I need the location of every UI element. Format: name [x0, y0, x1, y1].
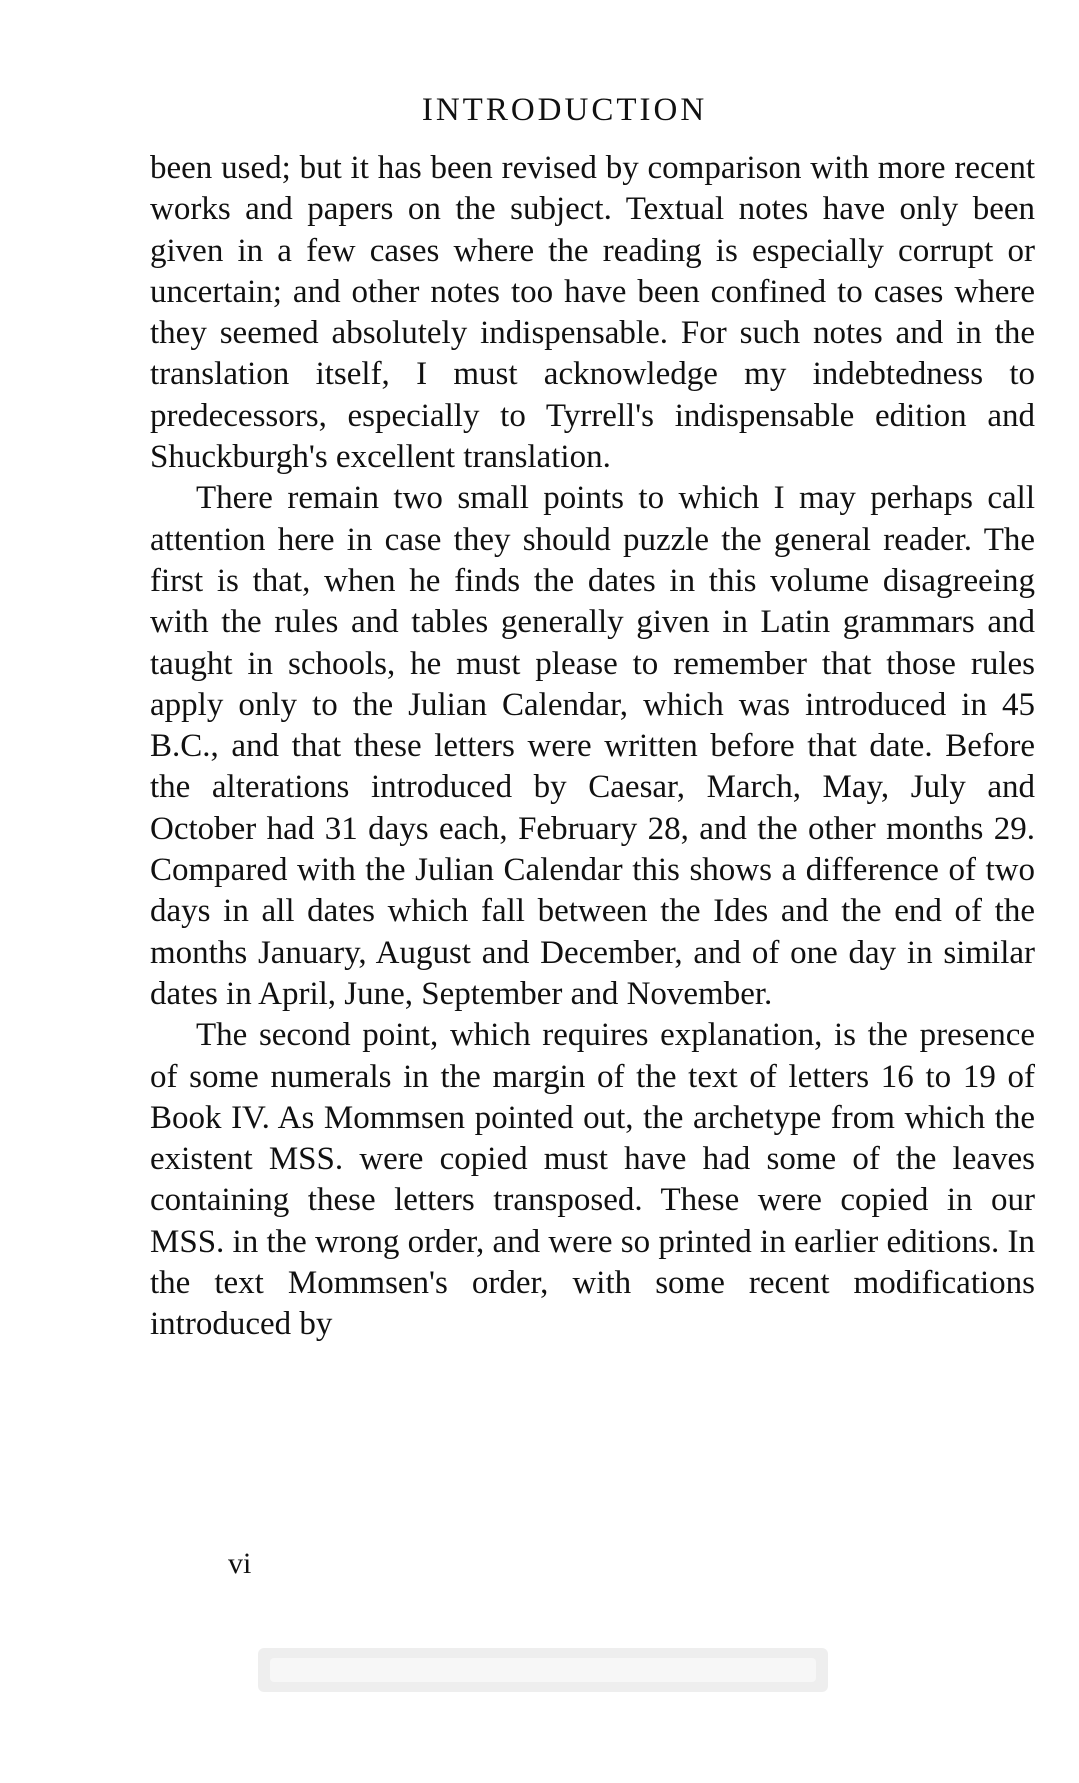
paragraph-3: The second point, which requires explanation, is the presence of some numerals in the margin of the text of letters 16 to 19 of Book IV. As Mommsen pointed out, the archetype from which the existent MSS. were copied must have had some of the leaves containing these letters transposed. These were copied in our MSS. in the wrong order, and were so printed in earlier editions. In the text Mommsen's order, with some recent modifications introduced by — [150, 1017, 1035, 1343]
paragraph-2: There remain two small points to which I may perhaps call attention here in case they should puzzle the general reader. The first is that, when he finds the dates in this volume disagreeing with the rules and tables generally given in Latin grammars and taught in schools, he must please to remember that those rules apply only to the Julian Calendar, which was introduced in 45 B.C., and that these letters were written before that date. Before the alterations introduced by Caesar, March, May, July and October had 31 days each, February 28, and the other months 29. Compared with the Julian Calendar this shows a difference of two days in all dates which fall between the Ides and the end of the months January, August and December, and of one day in similar dates in April, June, September and November. — [150, 480, 1035, 1012]
running-head: INTRODUCTION — [421, 92, 708, 128]
page-number: vi — [228, 1547, 252, 1580]
paragraph-1: been used; but it has been revised by comparison with more recent works and papers on the subject. Textual notes have only been given in a few cases where the reading is especially corrupt or uncertain; and other notes too have been confined to cases where they seemed absolutely indispensable. For such notes and in the translation itself, I must acknowledge my indebtedness to predecessors, especially to Tyrrell's indispensable edition and Shuckburgh's excellent translation. — [150, 150, 1035, 476]
library-stamp-watermark — [258, 1640, 828, 1700]
body-text — [150, 148, 1035, 1346]
